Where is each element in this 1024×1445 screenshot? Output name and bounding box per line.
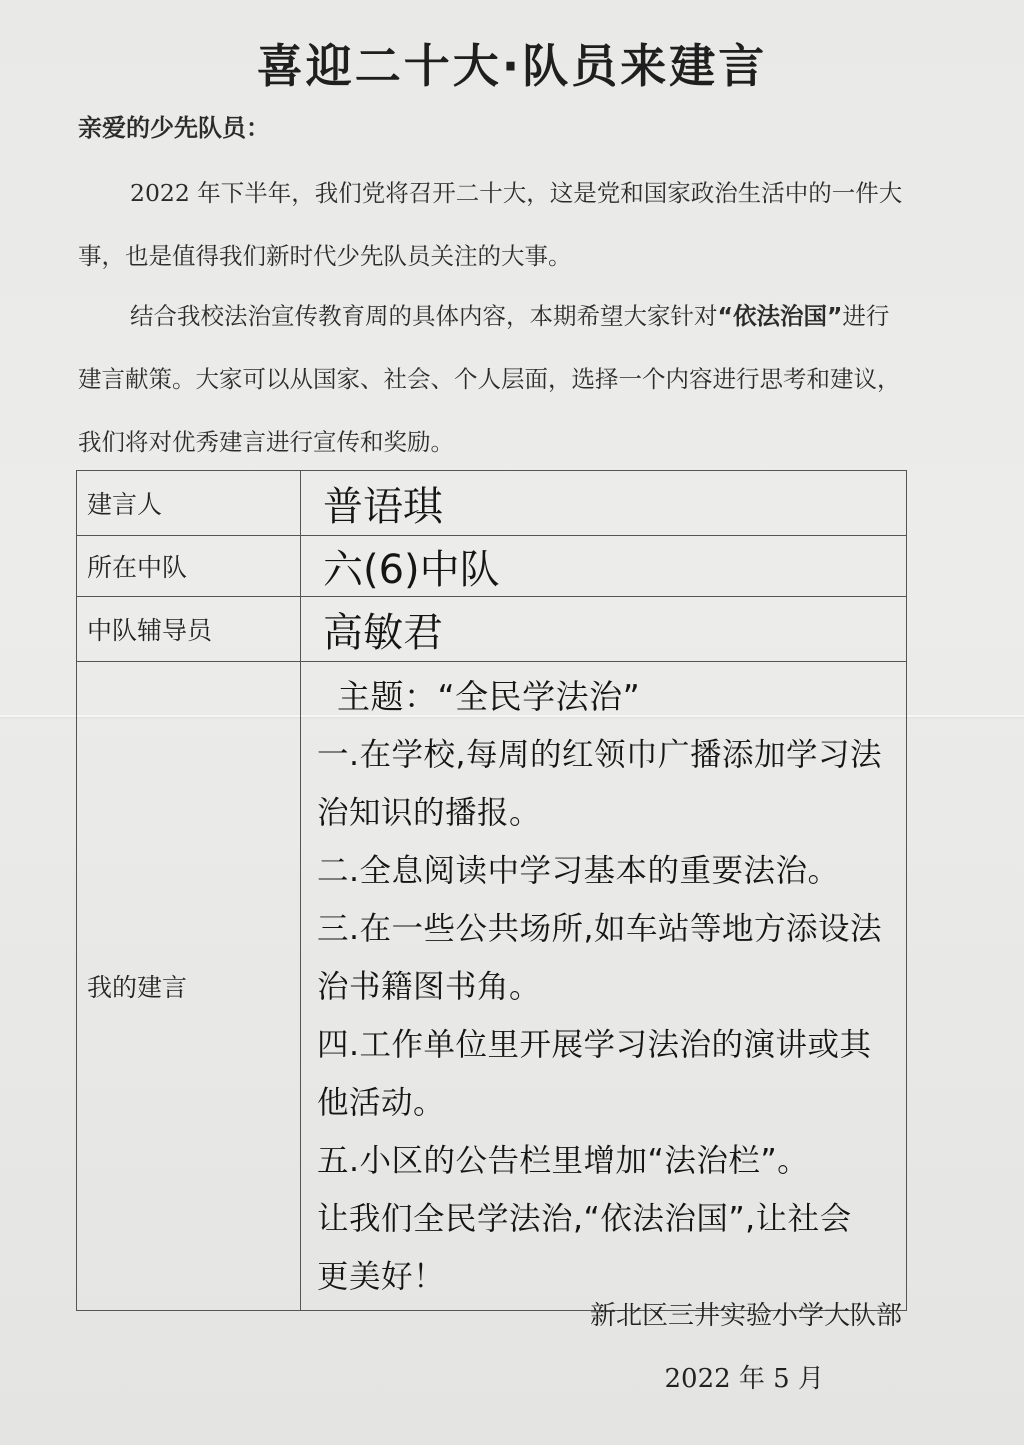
suggestion-topic: 主题：“全民学法治” xyxy=(337,677,641,716)
suggestion-label: 我的建言 xyxy=(77,662,301,1311)
instruction-highlight: “依法治国” xyxy=(717,302,843,330)
form-row-squadron xyxy=(77,536,907,597)
suggestion-line: 让我们全民学法治,“依法治国”,让社会 xyxy=(317,1201,852,1237)
suggestion-line: 三.在一些公共场所,如车站等地方添设法 xyxy=(317,911,883,947)
document-title: 喜迎二十大·队员来建言 xyxy=(256,39,768,93)
signature: 新北区三井实验小学大队部 xyxy=(589,1301,902,1331)
proposer-label: 建言人 xyxy=(77,471,301,536)
instruction-paragraph xyxy=(78,285,908,474)
suggestion-line: 一.在学校,每周的红领巾广播添加学习法 xyxy=(317,737,883,773)
suggestion-line: 二.全息阅读中学习基本的重要法治。 xyxy=(317,853,840,889)
suggestion-form xyxy=(76,470,907,1311)
intro-paragraph: 2022 年下半年，我们党将召开二十大，这是党和国家政治生活中的一件大事，也是值得我们新时代少先队员关注的大事。 xyxy=(78,179,903,270)
form-row-proposer xyxy=(77,471,907,536)
suggestion-content xyxy=(301,662,907,1311)
squadron-label: 所在中队 xyxy=(77,536,301,597)
document-date: 2022 年 5 月 xyxy=(664,1364,824,1394)
suggestion-line: 治知识的播报。 xyxy=(317,795,542,831)
squadron-value: 六(6)中队 xyxy=(301,536,907,597)
counselor-label: 中队辅导员 xyxy=(77,597,301,662)
greeting: 亲爱的少先队员： xyxy=(78,114,270,142)
suggestion-line: 治书籍图书角。 xyxy=(317,969,542,1005)
suggestion-line: 更美好！ xyxy=(317,1259,446,1295)
counselor-value: 高敏君 xyxy=(301,597,907,662)
form-row-counselor xyxy=(77,597,907,662)
suggestion-line: 五.小区的公告栏里增加“法治栏”。 xyxy=(317,1143,810,1179)
suggestion-line: 他活动。 xyxy=(317,1085,446,1121)
instruction-text-2: 进行建言献策。大家可以从国家、社会、个人层面，选择一个内容进行思考和建议，我们将对优秀建言进行宣传和奖励。 xyxy=(78,302,901,456)
instruction-text-1: 结合我校法治宣传教育周的具体内容，本期希望大家针对 xyxy=(130,302,718,330)
suggestion-line: 四.工作单位里开展学习法治的演讲或其 xyxy=(317,1027,872,1063)
proposer-value: 普语琪 xyxy=(301,471,907,536)
form-row-suggestion xyxy=(77,662,907,1311)
